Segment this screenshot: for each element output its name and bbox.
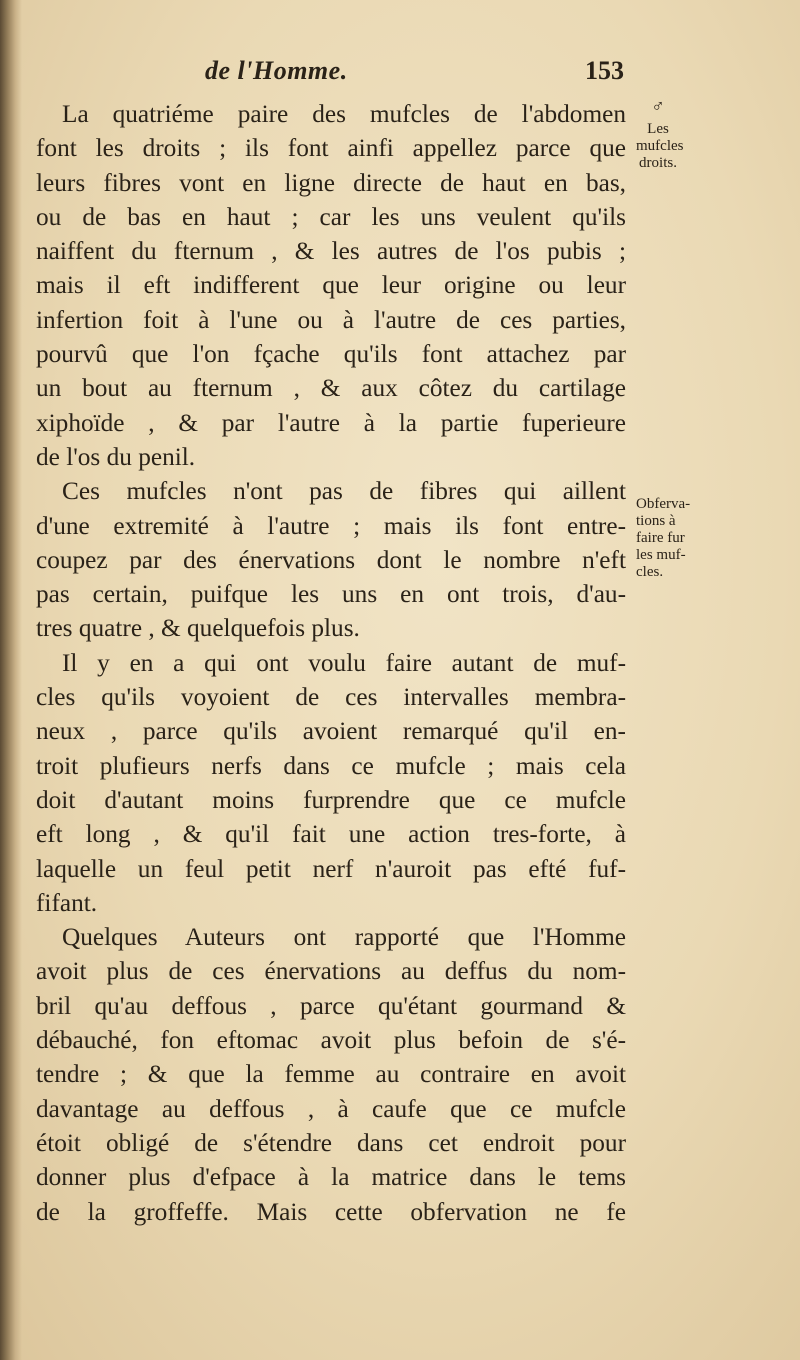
text-line: infertion foit à l'une ou à l'autre de ces parties, [36,305,626,334]
text-line: ou de bas en haut ; car les uns veulent qu'ils [36,202,626,231]
margin-note-observations [636,496,716,581]
paragraph [36,474,626,645]
text-line: neux , parce qu'ils avoient remarqué qu'il en- [36,717,626,746]
binding-edge [0,0,22,1360]
text-line: font les droits ; ils font ainfi appellez parce que [36,134,626,163]
text-line: avoit plus de ces énervations au deffus du nom- [36,957,626,986]
text-line: un bout au fternum , & aux côtez du cartilage [36,374,626,403]
text-line: Il y en a qui ont voulu faire autant de muf- [62,648,626,677]
text-line: étoit obligé de s'étendre dans cet endroit pour [36,1128,626,1157]
margin-note-line: tions à [636,513,676,529]
margin-note-line: droits. [639,155,677,171]
text-line: fifant. [36,888,98,917]
text-line: coupez par des énervations dont le nombre n'eft [36,545,626,574]
text-line: tendre ; & que la femme au contraire en avoit [36,1060,626,1089]
text-line: cles qu'ils voyoient de ces intervalles membra- [36,683,626,712]
running-title: de l'Homme. [205,56,348,85]
text-line: bril qu'au deffous , parce qu'étant gourmand & [36,991,626,1020]
margin-note-line: cles. [636,564,664,580]
text-line: de la groffeffe. Mais cette obfervation ne fe [36,1197,626,1226]
paragraph [36,97,626,474]
text-line: naiffent du fternum , & les autres de l'os pubis ; [36,237,626,266]
text-line: tres quatre , & quelquefois plus. [36,614,360,643]
text-line: d'une extremité à l'autre ; mais ils font entre- [36,511,626,540]
text-line: laquelle un feul petit nerf n'auroit pas efté fuf- [36,854,626,883]
page-number: 153 [585,56,624,85]
text-line: troit plufieurs nerfs dans ce mufcle ; mais cela [36,751,626,780]
text-line: débauché, fon eftomac avoit plus befoin de s'é- [36,1026,626,1055]
body-text [36,97,626,1229]
text-line: mais il eft indifferent que leur origine ou leur [36,271,626,300]
margin-note-muscles-droits [636,96,684,172]
text-line: pourvû que l'on fçache qu'ils font attachez par [36,340,626,369]
text-line: Quelques Auteurs ont rapporté que l'Homme [62,923,626,952]
text-line: donner plus d'efpace à la matrice dans le tems [36,1163,626,1192]
text-line: La quatriéme paire des mufcles de l'abdomen [62,100,626,128]
text-line: Ces mufcles n'ont pas de fibres qui aillent [62,477,626,506]
text-line: eft long , & qu'il fait une action tres-forte, à [36,820,626,849]
text-line: doit d'autant moins furprendre que ce mufcle [36,785,626,814]
text-line: davantage au deffous , à caufe que ce mufcle [36,1094,626,1123]
margin-note-line: les muf- [636,547,686,563]
margin-note-line: Les [647,121,669,137]
margin-note-line: mufcles [636,138,684,154]
text-line: xiphoïde , & par l'autre à la partie fuperieure [36,408,626,437]
text-line: leurs fibres vont en ligne directe de haut en bas, [36,168,626,197]
text-line: pas certain, puifque les uns en ont trois, d'au- [36,580,626,609]
margin-note-line: faire fur [636,530,685,546]
margin-note-line: Obferva- [636,496,691,512]
paragraph [36,646,626,920]
male-symbol-icon: ♂ [651,96,665,116]
text-line: de l'os du penil. [36,442,196,471]
paragraph [36,920,626,1229]
